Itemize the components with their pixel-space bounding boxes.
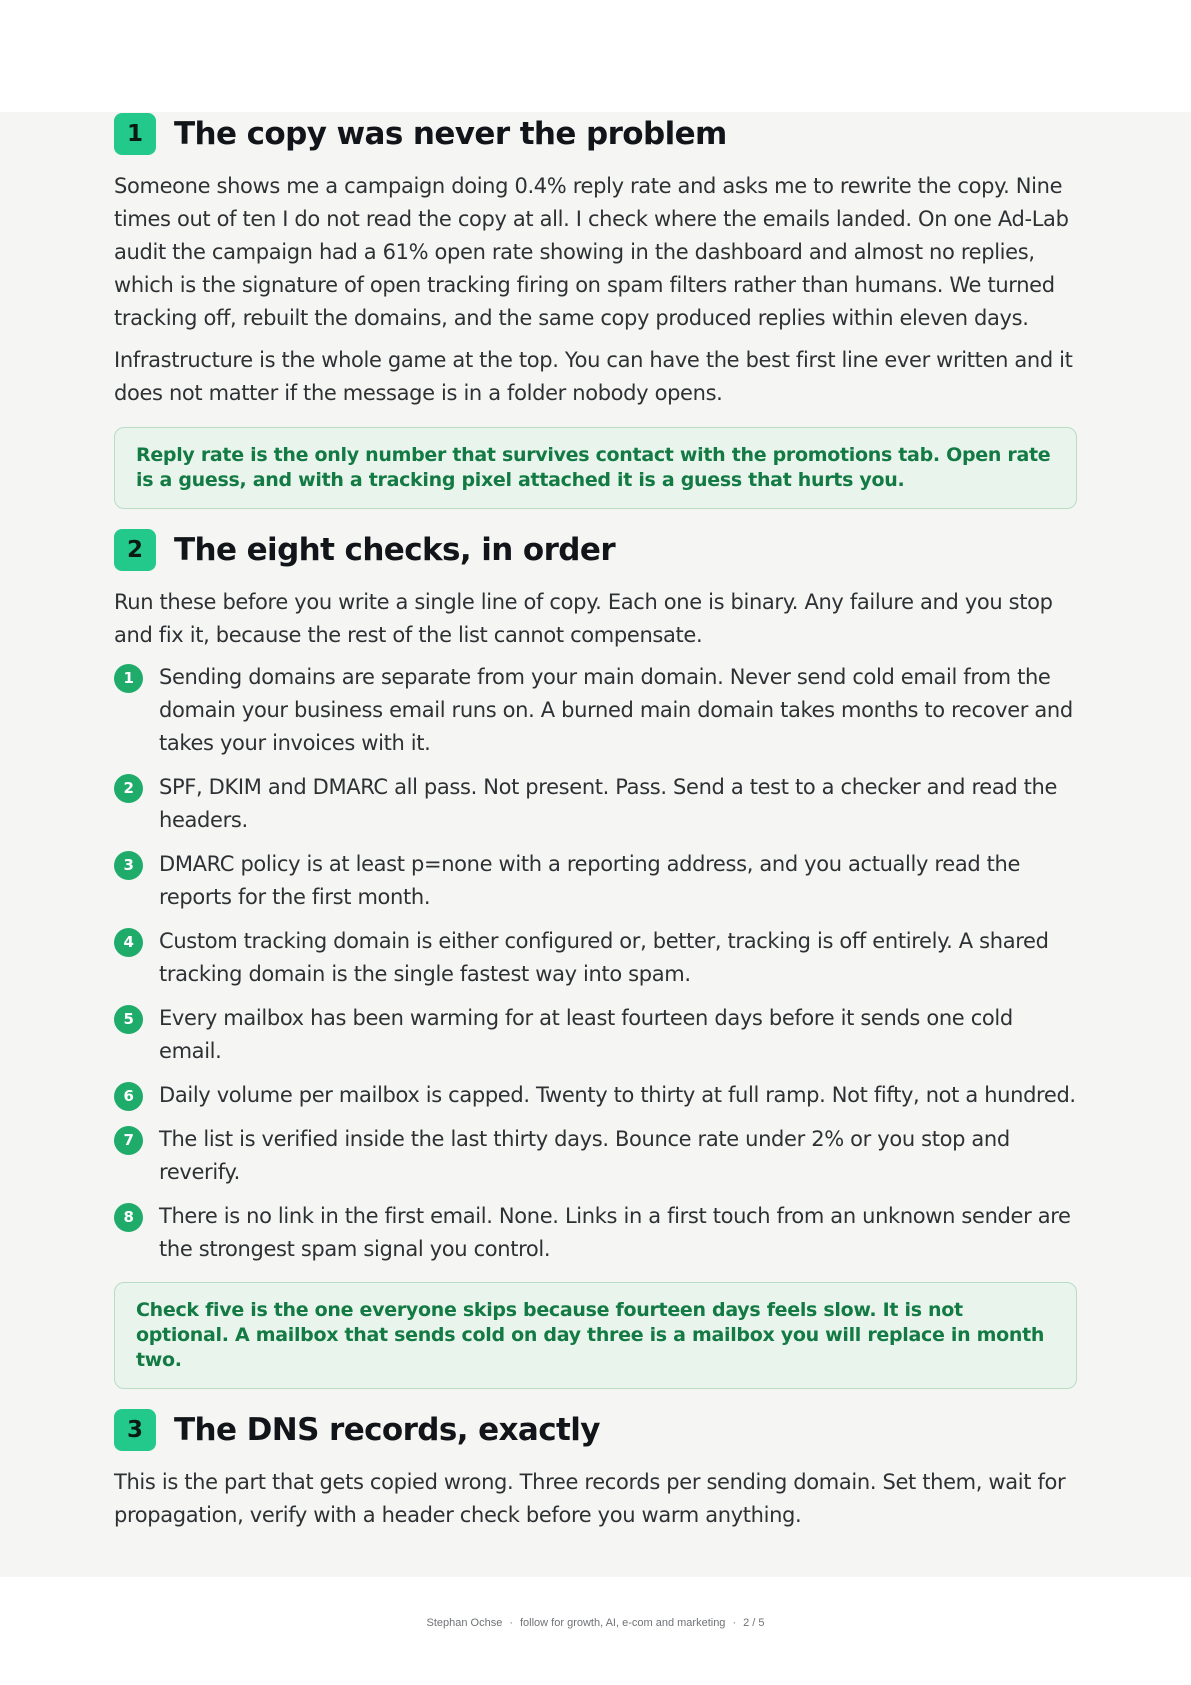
check-number-dot: 1 [114, 664, 143, 693]
check-item [114, 848, 1077, 914]
checks-list [114, 661, 1077, 1266]
section-number-badge: 2 [114, 529, 156, 571]
body-paragraph: Infrastructure is the whole game at the top. You can have the best first line ever written and it does not matter if the message is in a folder nobody opens. [114, 348, 1073, 405]
body-paragraph: Someone shows me a campaign doing 0.4% reply rate and asks me to rewrite the copy. Nine times out of ten I do not read the copy at all. I check where the emails landed. On one Ad-Lab audit the campaign had a 61% open rate showing in the dashboard and almost no replies, which is the signature of open tracking firing on spam filters rather than humans. We turned tracking off, rebuilt the domains, and the same copy produced replies within eleven days. [114, 174, 1069, 330]
check-text: Every mailbox has been warming for at least fourteen days before it sends one cold email. [159, 1006, 1013, 1063]
check-number-dot: 8 [114, 1203, 143, 1232]
check-item [114, 1079, 1077, 1112]
check-text: Custom tracking domain is either configured or, better, tracking is off entirely. A shared tracking domain is the single fastest way into spam. [159, 929, 1049, 986]
check-text: DMARC policy is at least p=none with a reporting address, and you actually read the reports for the first month. [159, 852, 1021, 909]
section-intro: This is the part that gets copied wrong. Three records per sending domain. Set them, wait for propagation, verify with a header check before you warm anything. [114, 1470, 1066, 1527]
footer-separator: · [509, 1617, 513, 1629]
check-item [114, 771, 1077, 837]
callout-box: Reply rate is the only number that survives contact with the promotions tab. Open rate is a guess, and with a tracking pixel attached it is a guess that hurts you. [114, 427, 1077, 509]
section-title: The copy was never the problem [174, 116, 727, 152]
check-text: Sending domains are separate from your main domain. Never send cold email from the domain your business email runs on. A burned main domain takes months to recover and takes your invoices with it. [159, 665, 1073, 755]
section-number-badge: 3 [114, 1409, 156, 1451]
check-number-dot: 5 [114, 1005, 143, 1034]
callout-box: Check five is the one everyone skips because fourteen days feels slow. It is not optional. A mailbox that sends cold on day three is a mailbox you will replace in month two. [114, 1282, 1077, 1389]
check-item [114, 1200, 1077, 1266]
section-title: The DNS records, exactly [174, 1412, 600, 1448]
article-content [114, 112, 1077, 1532]
check-item [114, 1123, 1077, 1189]
check-number-dot: 4 [114, 928, 143, 957]
check-text: There is no link in the first email. None. Links in a first touch from an unknown sender are the strongest spam signal you control. [159, 1204, 1071, 1261]
section-1-heading [114, 112, 1077, 156]
footer-separator: · [732, 1617, 737, 1629]
check-item [114, 925, 1077, 991]
section-intro: Run these before you write a single line of copy. Each one is binary. Any failure and you stop and fix it, because the rest of the list cannot compensate. [114, 590, 1053, 647]
check-number-dot: 2 [114, 774, 143, 803]
check-text: SPF, DKIM and DMARC all pass. Not present. Pass. Send a test to a checker and read the headers. [159, 775, 1058, 832]
check-number-dot: 3 [114, 851, 143, 880]
check-text: Daily volume per mailbox is capped. Twenty to thirty at full ramp. Not fifty, not a hundred. [159, 1083, 1076, 1107]
check-item [114, 661, 1077, 760]
footer-author: Stephan Ochse [426, 1617, 503, 1629]
page-footer [0, 1617, 1191, 1629]
check-number-dot: 6 [114, 1082, 143, 1111]
footer-tagline: follow for growth, AI, e-com and marketing [520, 1617, 726, 1629]
page-number: 2 / 5 [743, 1617, 765, 1629]
check-text: The list is verified inside the last thirty days. Bounce rate under 2% or you stop and reverify. [159, 1127, 1010, 1184]
section-3-heading [114, 1408, 1077, 1452]
section-title: The eight checks, in order [174, 532, 616, 568]
section-number-badge: 1 [114, 113, 156, 155]
check-item [114, 1002, 1077, 1068]
check-number-dot: 7 [114, 1126, 143, 1155]
section-2-heading [114, 528, 1077, 572]
